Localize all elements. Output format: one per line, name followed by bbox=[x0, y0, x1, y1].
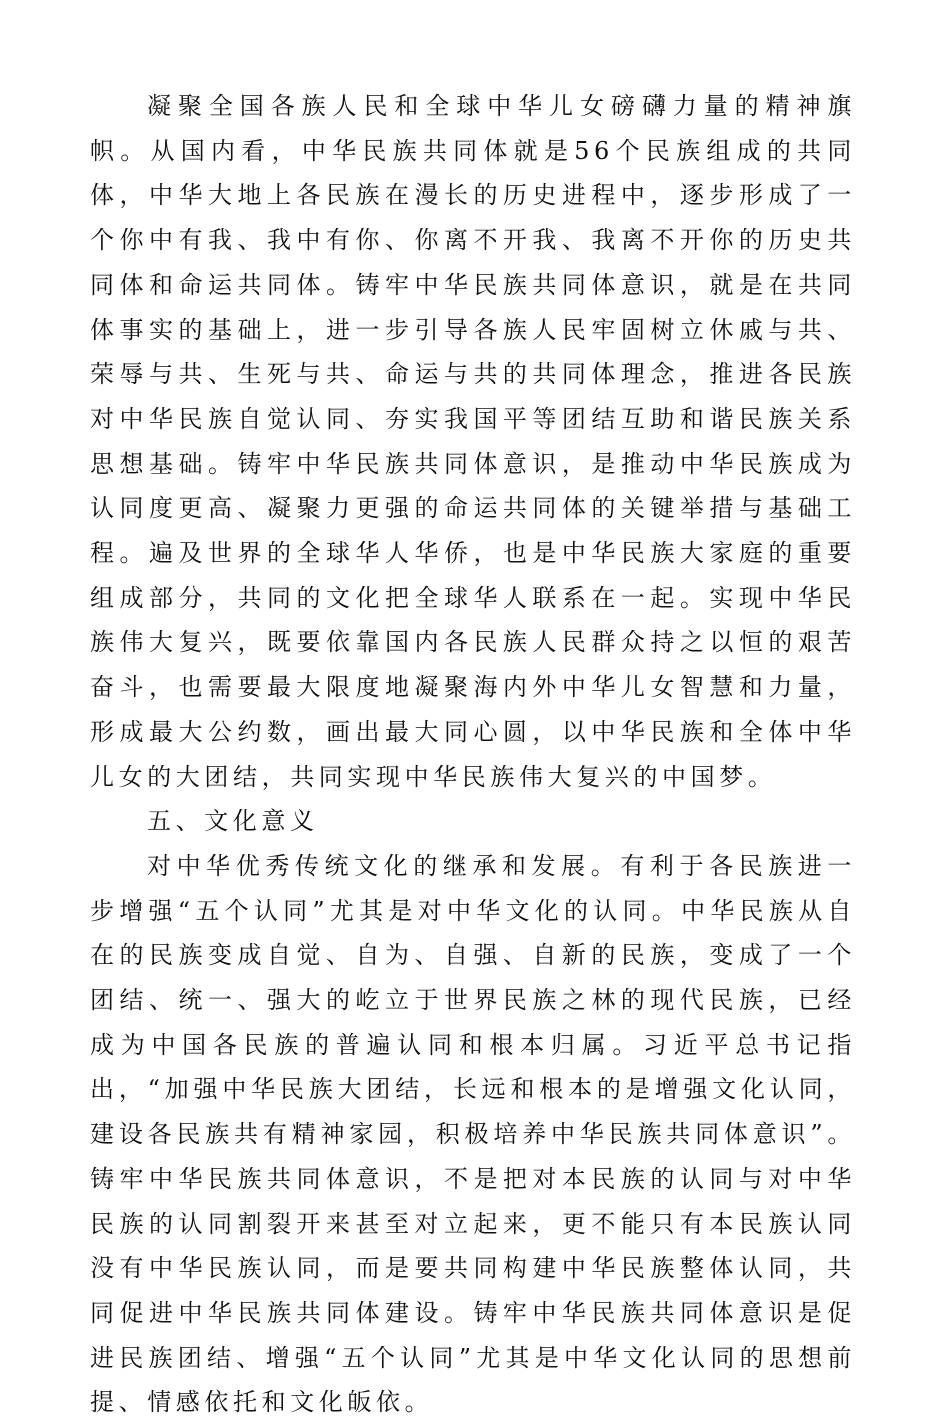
document-page bbox=[90, 84, 856, 1425]
section-heading-cultural-significance: 五、文化意义 bbox=[147, 807, 319, 836]
paragraph-cultural-inheritance: 对中华优秀传统文化的继承和发展。有利于各民族进一步增强“五个认同”尤其是对中华文化的认同。中华民族从自在的民族变成自觉、自为、自强、自新的民族，变成了一个团结、统一、强大的屹立于世界民族之林的现代民族，已经成为中国各民族的普遍认同和根本归属。习近平总书记指出，“加强中华民族大团结，长远和根本的是增强文化认同，建设各民族共有精神家园，积极培养中华民族共同体意识”。铸牢中华民族共同体意识，不是把对本民族的认同与对中华民族的认同割裂开来甚至对立起来，更不能只有本民族认同没有中华民族认同，而是要共同构建中华民族整体认同，共同促进中华民族共同体建设。铸牢中华民族共同体意识是促进民族团结、增强“五个认同”尤其是中华文化认同的思想前提、情感依托和文化皈依。 bbox=[90, 851, 856, 1417]
paragraph-spiritual-banner: 凝聚全国各族人民和全球中华儿女磅礴力量的精神旗帜。从国内看，中华民族共同体就是56个民族组成的共同体，中华大地上各民族在漫长的历史进程中，逐步形成了一个你中有我、我中有你、你离不开我、我离不开你的历史共同体和命运共同体。铸牢中华民族共同体意识，就是在共同体事实的基础上，进一步引导各族人民牢固树立休戚与共、荣辱与共、生死与共、命运与共的共同体理念，推进各民族对中华民族自觉认同、夯实我国平等团结互助和谐民族关系思想基础。铸牢中华民族共同体意识，是推动中华民族成为认同度更高、凝聚力更强的命运共同体的关键举措与基础工程。遍及世界的全球华人华侨，也是中华民族大家庭的重要组成部分，共同的文化把全球华人联系在一起。实现中华民族伟大复兴，既要依靠国内各民族人民群众持之以恒的艰苦奋斗，也需要最大限度地凝聚海内外中华儿女智慧和力量，形成最大公约数，画出最大同心圆，以中华民族和全体中华儿女的大团结，共同实现中华民族伟大复兴的中国梦。 bbox=[90, 92, 856, 791]
